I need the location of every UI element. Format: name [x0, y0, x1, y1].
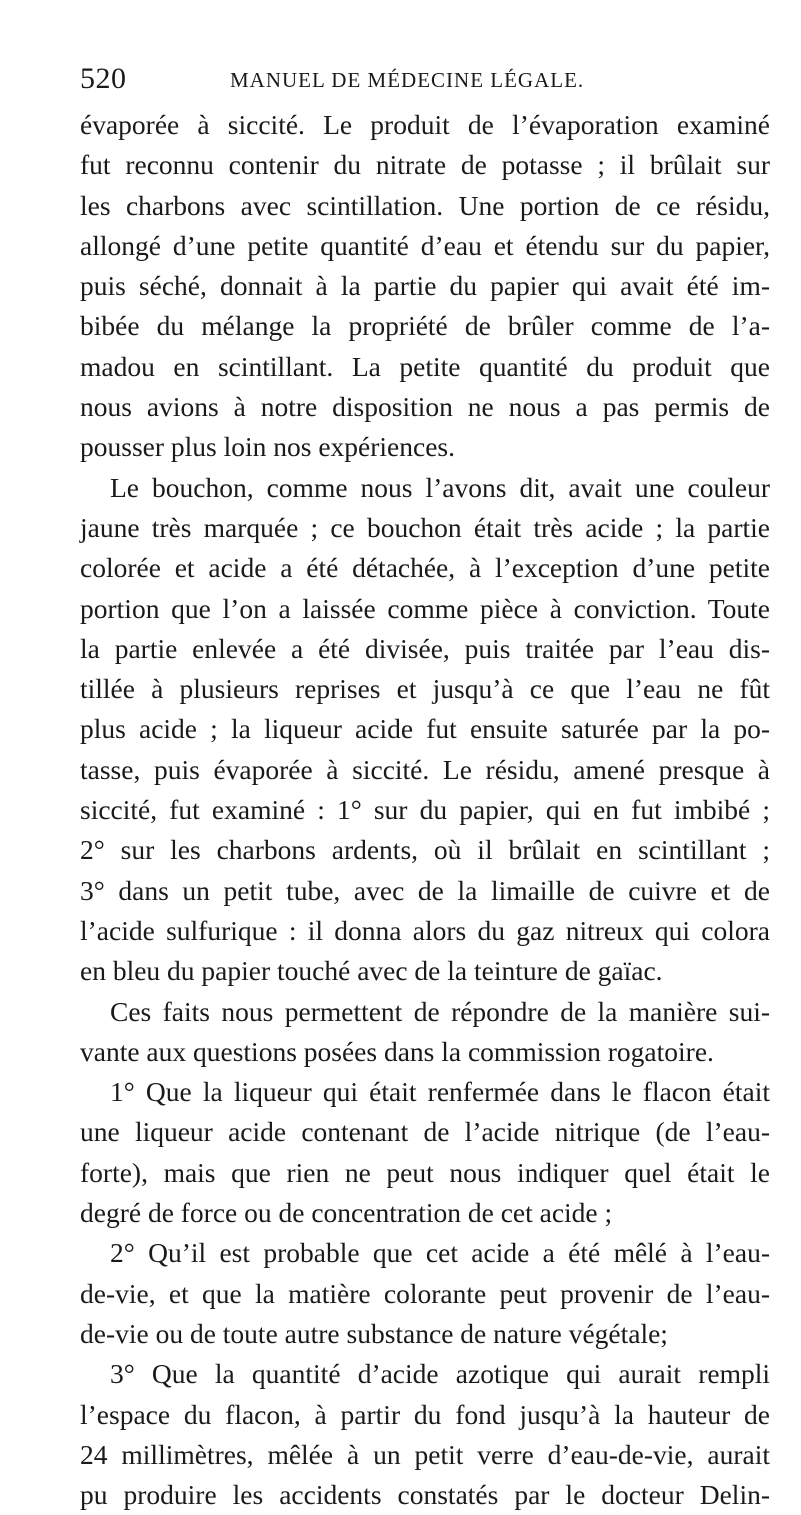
text-line: tillée à plusieurs reprises et jusqu’à ce que l’eau ne fût [80, 673, 770, 705]
text-line: colorée et acide a été détachée, à l’exception d’une petite [80, 552, 770, 584]
running-title: MANUEL DE MÉDECINE LÉGALE. [230, 68, 585, 92]
text-line: l’espace du flacon, à partir du fond jusqu’à la hauteur de [80, 1398, 770, 1430]
page-number: 520 [80, 62, 127, 95]
text-line: les charbons avec scintillation. Une portion de ce résidu, [80, 189, 770, 221]
text-line: bibée du mélange la propriété de brûler comme de l’a- [80, 310, 770, 342]
body-text [80, 105, 770, 1515]
text-line: évaporée à siccité. Le produit de l’évaporation examiné [80, 109, 770, 140]
text-line: pu produire les accidents constatés par le docteur Delin- [80, 1479, 770, 1511]
text-line: siccité, fut examiné : 1° sur du papier, qui en fut imbibé ; [80, 794, 770, 826]
text-line: 1° Que la liqueur qui était renfermée dans le flacon était [110, 1076, 770, 1108]
text-line: de-vie, et que la matière colorante peut provenir de l’eau- [80, 1277, 770, 1309]
text-line: nous avions à notre disposition ne nous a pas permis de [80, 391, 770, 423]
text-line: de-vie ou de toute autre substance de nature végétale; [80, 1317, 668, 1349]
text-line: forte), mais que rien ne peut nous indiquer quel était le [80, 1156, 770, 1188]
text-line: 2° Qu’il est probable que cet acide a été mêlé à l’eau- [110, 1237, 770, 1269]
text-line: Le bouchon, comme nous l’avons dit, avait une couleur [110, 471, 770, 503]
text-line: 3° dans un petit tube, avec de la limaille de cuivre et de [80, 874, 770, 906]
text-line: madou en scintillant. La petite quantité du produit que [80, 350, 770, 382]
text-line: 3° Que la quantité d’acide azotique qui aurait rempli [110, 1358, 770, 1390]
text-line: 2° sur les charbons ardents, où il brûlait en scintillant ; [80, 834, 770, 866]
text-line: l’acide sulfurique : il donna alors du gaz nitreux qui colora [80, 914, 770, 946]
text-line: une liqueur acide contenant de l’acide nitrique (de l’eau- [80, 1116, 770, 1148]
text-line: plus acide ; la liqueur acide fut ensuite saturée par la po- [80, 713, 770, 745]
text-line: vante aux questions posées dans la commission rogatoire. [80, 1035, 714, 1067]
text-line: en bleu du papier touché avec de la teinture de gaïac. [80, 955, 663, 987]
text-line: pousser plus loin nos expériences. [80, 431, 455, 463]
text-line: fut reconnu contenir du nitrate de potasse ; il brûlait sur [80, 149, 770, 181]
text-line: portion que l’on a laissée comme pièce à conviction. Toute [80, 592, 770, 624]
running-header [80, 60, 770, 100]
text-line: tasse, puis évaporée à siccité. Le résidu, amené presque à [80, 753, 770, 785]
text-line: jaune très marquée ; ce bouchon était très acide ; la partie [80, 511, 770, 543]
text-line: allongé d’une petite quantité d’eau et étendu sur du papier, [80, 229, 770, 261]
text-line: Ces faits nous permettent de répondre de la manière sui- [110, 995, 770, 1027]
text-line: la partie enlevée a été divisée, puis traitée par l’eau dis- [80, 632, 770, 664]
text-line: degré de force ou de concentration de cet acide ; [80, 1197, 613, 1229]
text-line: puis séché, donnait à la partie du papier qui avait été im- [80, 270, 770, 302]
text-line: 24 millimètres, mêlée à un petit verre d’eau-de-vie, aurait [80, 1438, 770, 1470]
